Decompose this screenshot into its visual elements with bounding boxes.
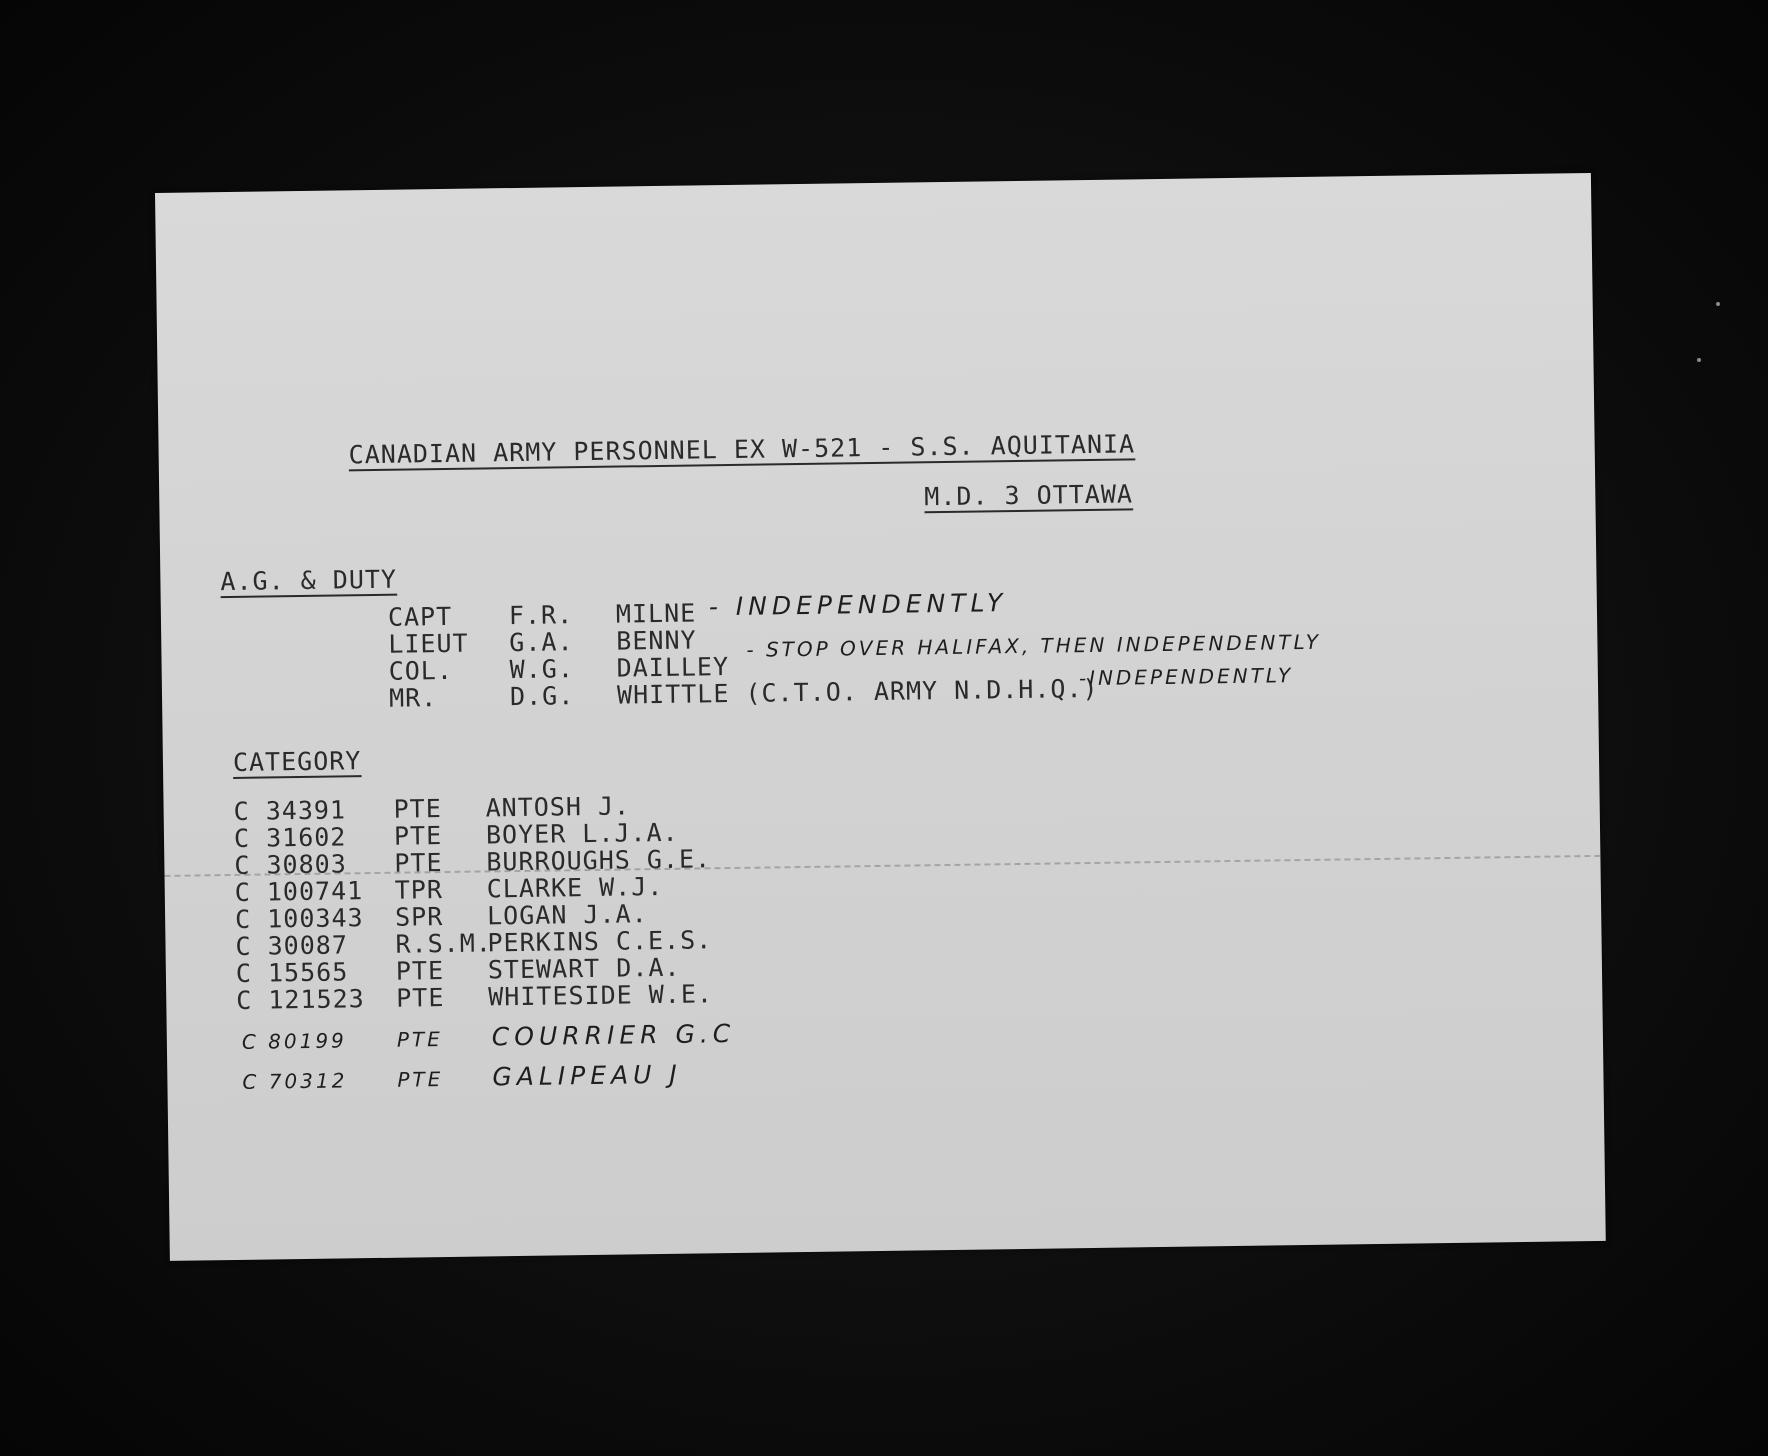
document-title: CANADIAN ARMY PERSONNEL EX W-521 - S.S. AQUITANIA xyxy=(348,429,1136,470)
personnel-name: STEWART D.A. xyxy=(487,952,681,985)
service-number: C 34391 xyxy=(233,795,347,826)
service-number: C 100343 xyxy=(234,903,364,934)
service-number: C 31602 xyxy=(233,822,347,853)
personnel-name: PERKINS C.E.S. xyxy=(487,925,713,958)
personnel-name: BOYER L.J.A. xyxy=(485,817,679,850)
category-heading: CATEGORY xyxy=(232,746,362,777)
handwritten-rank: PTE xyxy=(396,1027,443,1052)
personnel-name: WHITESIDE W.E. xyxy=(488,979,714,1012)
officer-initials: F.R. xyxy=(508,600,574,631)
service-number: C 15565 xyxy=(235,957,349,988)
service-number: C 100741 xyxy=(234,876,364,907)
handwritten-note: - INDEPENDENTLY xyxy=(708,588,1008,622)
document-sheet xyxy=(155,173,1606,1261)
handwritten-name: GALIPEAU J xyxy=(492,1059,682,1092)
dust-speck xyxy=(1716,302,1720,306)
handwritten-rank: PTE xyxy=(397,1067,444,1092)
officer-initials: D.G. xyxy=(509,681,575,712)
officer-rank: CAPT xyxy=(387,601,453,632)
ag-duty-heading: A.G. & DUTY xyxy=(220,564,398,597)
personnel-rank: TPR xyxy=(394,875,444,905)
handwritten-name: COURRIER G.C xyxy=(491,1018,736,1052)
personnel-name: BURROUGHS G.E. xyxy=(486,844,712,877)
handwritten-note: - STOP OVER HALIFAX, THEN INDEPENDENTLY xyxy=(746,629,1322,662)
officer-initials: W.G. xyxy=(509,654,575,685)
service-number: C 121523 xyxy=(236,984,365,1015)
district-label: M.D. 3 OTTAWA xyxy=(924,479,1134,512)
personnel-rank: R.S.M. xyxy=(395,928,493,959)
officer-name: BENNY xyxy=(616,625,697,656)
service-number: C 30087 xyxy=(235,930,349,961)
personnel-rank: PTE xyxy=(394,848,443,878)
officer-name: WHITTLE (C.T.O. ARMY N.D.H.Q.) xyxy=(616,673,1099,710)
personnel-rank: PTE xyxy=(396,983,445,1013)
personnel-rank: PTE xyxy=(393,794,442,824)
personnel-rank: PTE xyxy=(393,821,443,851)
personnel-rank: PTE xyxy=(395,956,445,986)
fold-line xyxy=(165,855,1601,877)
officer-rank: LIEUT xyxy=(388,628,469,659)
personnel-rank: SPR xyxy=(394,902,444,932)
officer-rank: MR. xyxy=(388,683,438,713)
handwritten-number: C 80199 xyxy=(241,1028,347,1054)
dust-speck xyxy=(1697,358,1701,362)
service-number: C 30803 xyxy=(234,849,347,880)
handwritten-number: C 70312 xyxy=(242,1068,348,1094)
officer-name: MILNE xyxy=(615,598,697,629)
officer-name: DAILLEY xyxy=(616,652,730,683)
handwritten-note: -INDEPENDENTLY xyxy=(1078,663,1294,691)
personnel-name: CLARKE W.J. xyxy=(486,871,664,904)
officer-initials: G.A. xyxy=(509,627,574,658)
personnel-name: LOGAN J.A. xyxy=(486,899,648,931)
officer-rank: COL. xyxy=(388,655,454,686)
personnel-name: ANTOSH J. xyxy=(485,791,631,823)
